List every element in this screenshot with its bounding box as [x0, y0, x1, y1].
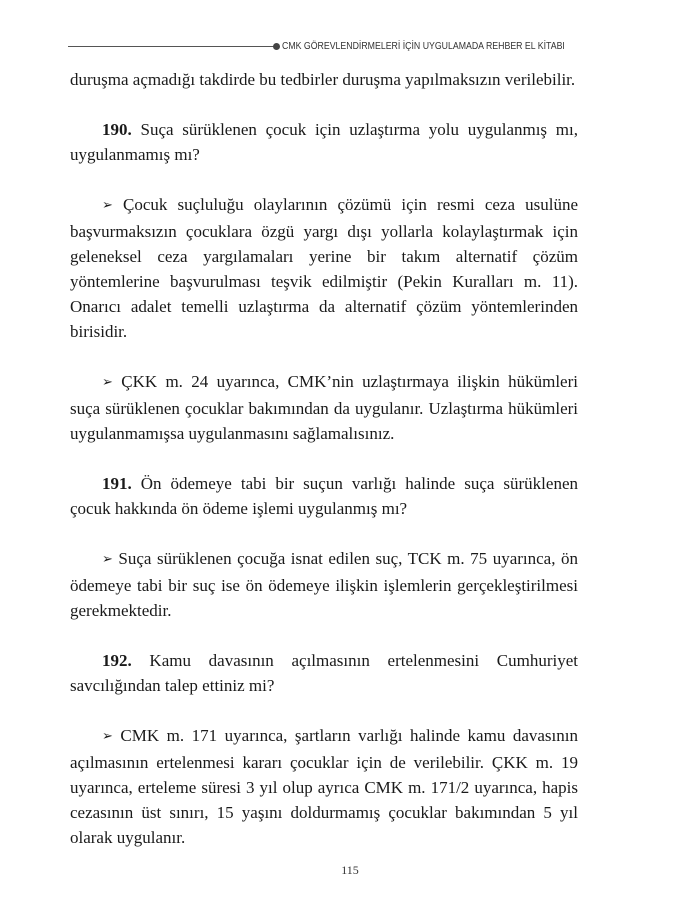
answer-190-1: [70, 192, 578, 344]
header-title: CMK GÖREVLENDİRMELERİ İÇİN UYGULAMADA REHBER EL KİTABI: [282, 41, 565, 52]
question-192: [70, 648, 578, 698]
header-rule: [68, 46, 275, 47]
arrow-bullet-icon: ➢: [102, 729, 113, 744]
arrow-bullet-icon: ➢: [102, 375, 113, 390]
question-number: 190.: [102, 120, 132, 139]
page-body: [70, 67, 578, 850]
arrow-bullet-icon: ➢: [102, 198, 113, 213]
answer-192: [70, 723, 578, 850]
answer-text: Suça sürüklenen çocuğa isnat edilen suç, TCK m. 75 uyarınca, ön ödemeye tabi bir suç ise ön ödemeye ilişkin işlemlerin gerçekleştirilmesi gerekmektedir.: [70, 549, 578, 620]
answer-text: CMK m. 171 uyarınca, şartların varlığı halinde kamu davasının açılmasının ertelenmesi kararı çocuklar için de verilebilir. ÇKK m. 19 uyarınca, erteleme süresi 3 yıl olup ayrıca CMK m. 171/2 uyarınca, hapis cezasının üst sınırı, 15 yaşını doldurmamış çocuklar bakımından 5 yıl olarak uygulanır.: [70, 726, 578, 847]
question-191: [70, 471, 578, 521]
paragraph-continuation: duruşma açmadığı takdirde bu tedbirler duruşma yapılmaksızın verilebilir.: [70, 70, 576, 89]
question-text: Ön ödemeye tabi bir suçun varlığı halinde suça sürüklenen çocuk hakkında ön ödeme işlemi uygulanmış mı?: [70, 474, 578, 518]
answer-text: ÇKK m. 24 uyarınca, CMK’nin uzlaştırmaya ilişkin hükümleri suça sürüklenen çocuklar bakımından da uygulanır. Uzlaştırma hükümleri uygulanmamışsa uygulanmasını sağlamalısınız.: [70, 372, 578, 443]
question-190: [70, 117, 578, 167]
arrow-bullet-icon: ➢: [102, 552, 113, 567]
answer-190-2: [70, 369, 578, 446]
question-number: 191.: [102, 474, 132, 493]
header-bullet-icon: [273, 43, 280, 50]
running-header: [68, 38, 634, 56]
page-number: 115: [341, 863, 359, 877]
answer-text: Çocuk suçluluğu olaylarının çözümü için resmi ceza usulüne başvurmaksızın çocuklara özgü yargı dışı yollarla kolaylaştırmak için geleneksel ceza yargılamaları yerine bir takım alternatif çözüm yöntemlerine başvurulması teşvik edilmiştir (Pekin Kuralları m. 11). Onarıcı adalet temelli uzlaştırma da alternatif çözüm yöntemlerinden birisidir.: [70, 195, 578, 341]
answer-191: [70, 546, 578, 623]
question-text: Kamu davasının açılmasının ertelenmesini Cumhuriyet savcılığından talep ettiniz mi?: [70, 651, 578, 695]
question-text: Suça sürüklenen çocuk için uzlaştırma yolu uygulanmış mı, uygulanmamış mı?: [70, 120, 578, 164]
question-number: 192.: [102, 651, 132, 670]
